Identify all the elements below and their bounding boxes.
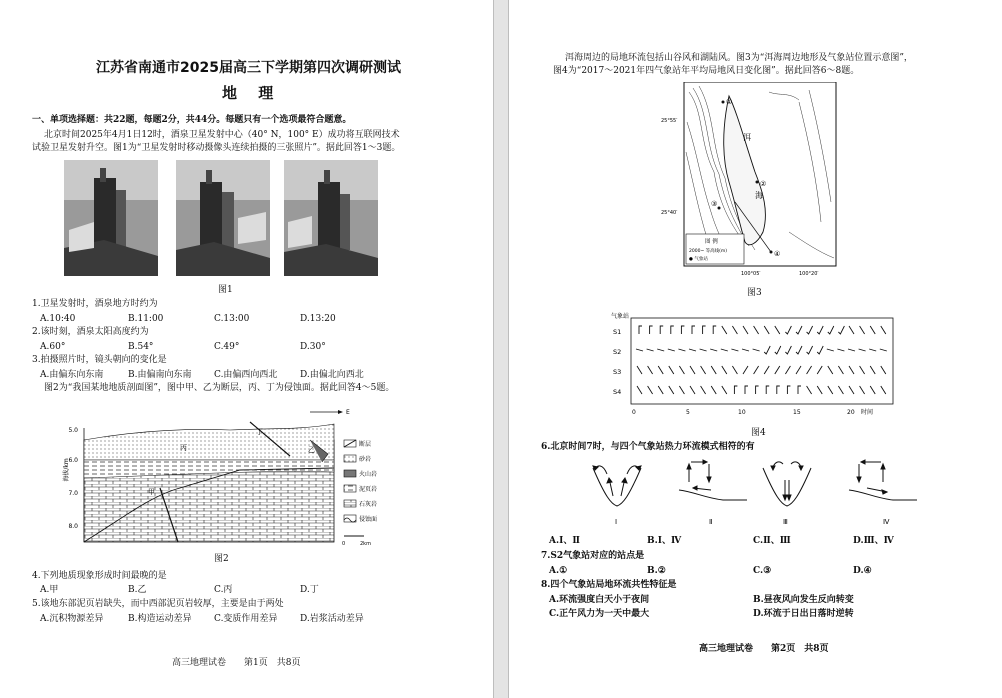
q8-option-b[interactable]: B.昼夜风向发生反向转变 — [753, 595, 854, 605]
intro-q4-5: 图2为“我国某地地质剖面图”，图中甲、乙为断层，丙、丁为侵蚀面。据此回答4～5题。 — [44, 383, 395, 393]
q6-option-d[interactable]: D.Ⅲ、Ⅳ — [853, 536, 894, 546]
q8-option-a[interactable]: A.环流强度白天小于夜间 — [549, 595, 650, 605]
q3-option-b[interactable]: B.由偏南向东南 — [128, 370, 192, 380]
legend-erosion: 侵蚀面 — [359, 516, 378, 523]
subject-heading: 地 理 — [222, 84, 282, 102]
x-tick-15: 15 — [793, 409, 801, 416]
q5-option-a[interactable]: A.沉积物源差异 — [40, 614, 104, 624]
q1-option-c[interactable]: C.13:00 — [214, 314, 250, 324]
fig2-legend — [344, 440, 377, 523]
exam-title: 江苏省南通市2025届高三下学期第四次调研测试 — [96, 60, 401, 76]
wind-diurnal-chart — [609, 312, 919, 424]
q7-option-a[interactable]: A.① — [549, 566, 568, 576]
q4-option-a[interactable]: A.甲 — [40, 585, 59, 595]
legend-sandstone: 砂岩 — [359, 456, 372, 463]
diagram-label-iv: Ⅳ — [883, 518, 890, 526]
altitude-axis-label: 海拔/km — [63, 458, 70, 482]
row-label-s1: S1 — [613, 328, 622, 336]
intro-q6-8-line-2: 图4为“2017～2021年四气象站年平均局地风日变化图”。据此回答6～8题。 — [553, 66, 860, 76]
lake-label-hai: 海 — [755, 191, 763, 200]
label-bing: 丙 — [180, 444, 187, 452]
question-4-stem: 4.下列地质现象形成时间最晚的是 — [32, 571, 167, 581]
x-tick-10: 10 — [738, 409, 746, 416]
q6-option-b[interactable]: B.Ⅰ、Ⅳ — [647, 536, 682, 546]
launch-photo-3 — [284, 160, 378, 276]
question-3-stem: 3.拍摄照片时，镜头朝向的变化是 — [32, 355, 167, 365]
diagram-iv — [849, 460, 917, 500]
q2-option-d[interactable]: D.30° — [300, 342, 326, 352]
east-label: E — [346, 409, 350, 416]
lat-25-55: 25°55′ — [661, 118, 678, 124]
map-legend-contour: 2000~ 等高线(m) — [689, 249, 728, 254]
diagram-label-i: Ⅰ — [615, 518, 618, 526]
fig4-y-title: 气象站 — [611, 313, 630, 320]
q4-option-d[interactable]: D.丁 — [300, 585, 319, 595]
question-7-stem: 7.S2气象站对应的站点是 — [541, 551, 645, 561]
q1-option-a[interactable]: A.10:40 — [40, 314, 76, 324]
station-1: ① — [726, 98, 733, 106]
page-1-footer: 高三地理试卷 第1页 共8页 — [172, 658, 301, 668]
question-1-stem: 1.卫星发射时，酒泉地方时约为 — [32, 299, 158, 309]
page-2-footer: 高三地理试卷 第2页 共8页 — [699, 644, 829, 654]
legend-fault: 断层 — [359, 441, 372, 448]
intro-line-2: 试验卫星发射升空。图1为“卫星发射时移动摄像头连续拍摄的三张照片”。据此回答1～3题。 — [32, 143, 401, 153]
launch-photo-2 — [176, 160, 270, 276]
q5-option-d[interactable]: D.岩浆活动差异 — [300, 614, 364, 624]
map-legend-title: 图 例 — [705, 239, 718, 245]
launch-photo-1 — [64, 160, 158, 276]
intro-q6-8-line-1: 洱海周边的局地环流包括山谷风和湖陆风。图3为“洱海周边地形及气象站位置示意图”， — [565, 53, 913, 63]
q3-option-c[interactable]: C.由偏西向西北 — [214, 370, 278, 380]
row-label-s3: S3 — [613, 368, 622, 376]
intro-line-1: 北京时间2025年4月1日12时，酒泉卫星发射中心（40° N，100° E）成功将互联网技术 — [44, 130, 400, 140]
legend-limestone: 石灰岩 — [359, 501, 378, 508]
diagram-iii — [763, 462, 811, 506]
erhai-map — [659, 82, 841, 286]
question-8-stem: 8.四个气象站局地环流共性特征是 — [541, 580, 677, 590]
x-tick-20: 20 — [847, 409, 855, 416]
q3-option-a[interactable]: A.由偏东向东南 — [40, 370, 104, 380]
lon-100-05: 100°05′ — [741, 271, 761, 277]
tick-7.0: 7.0 — [68, 490, 78, 497]
station-4: ④ — [774, 250, 781, 258]
legend-volcanic: 火山岩 — [359, 471, 378, 478]
section-header: 一、单项选择题：共22题，每题2分，共44分。每题只有一个选项最符合题意。 — [32, 115, 352, 125]
station-3: ③ — [711, 200, 718, 208]
diagram-label-ii: Ⅱ — [709, 518, 713, 526]
q4-option-c[interactable]: C.丙 — [214, 585, 233, 595]
diagram-i — [593, 466, 641, 506]
q6-option-a[interactable]: A.Ⅰ、Ⅱ — [549, 536, 580, 546]
exam-page-1 — [0, 0, 493, 698]
q2-option-c[interactable]: C.49° — [214, 342, 240, 352]
q2-option-b[interactable]: B.54° — [128, 342, 154, 352]
figure-3-caption: 图3 — [747, 288, 762, 298]
label-jia: 甲 — [148, 488, 155, 496]
x-tick-0: 0 — [632, 409, 636, 416]
tick-8.0: 8.0 — [68, 523, 78, 530]
question-2-stem: 2.该时刻，酒泉太阳高度约为 — [32, 327, 149, 337]
q1-option-b[interactable]: B.11:00 — [128, 314, 164, 324]
figure-2-caption: 图2 — [214, 554, 229, 564]
question-5-stem: 5.该地东部泥页岩缺失，而中西部泥页岩较厚，主要是由于两处 — [32, 599, 284, 609]
q7-option-c[interactable]: C.③ — [753, 566, 772, 576]
question-6-stem: 6.北京时间7时，与四个气象站热力环流模式相符的有 — [541, 442, 755, 452]
station-2: ② — [760, 180, 767, 188]
q8-option-c[interactable]: C.正午风力为一天中最大 — [549, 609, 650, 619]
q2-option-a[interactable]: A.60° — [40, 342, 66, 352]
diagram-label-iii: Ⅲ — [783, 518, 788, 526]
x-tick-5: 5 — [686, 409, 690, 416]
lon-100-20: 100°20′ — [799, 271, 819, 277]
q5-option-b[interactable]: B.构造运动差异 — [128, 614, 192, 624]
tick-6.0: 6.0 — [68, 457, 78, 464]
label-yi: 乙 — [308, 446, 315, 454]
q1-option-d[interactable]: D.13:20 — [300, 314, 336, 324]
circulation-diagrams — [587, 456, 927, 530]
geologic-section-diagram — [60, 400, 400, 548]
q4-option-b[interactable]: B.乙 — [128, 585, 147, 595]
tick-5.0: 5.0 — [68, 427, 78, 434]
map-legend-station: ● 气象站 — [689, 257, 708, 262]
q8-option-d[interactable]: D.环流于日出日落时逆转 — [753, 609, 854, 619]
row-label-s4: S4 — [613, 388, 622, 396]
figure-4-caption: 图4 — [751, 428, 766, 438]
row-label-s2: S2 — [613, 348, 622, 356]
q7-option-b[interactable]: B.② — [647, 566, 666, 576]
figure-1-caption: 图1 — [218, 285, 233, 295]
scale-zero: 0 — [342, 541, 346, 547]
page-gutter — [493, 0, 509, 698]
x-unit-label: 时间 — [861, 409, 874, 416]
q7-option-d[interactable]: D.④ — [853, 566, 872, 576]
scale-2km: 2km — [360, 541, 371, 547]
lake-label-er: 洱 — [743, 133, 751, 142]
q6-option-c[interactable]: C.Ⅱ、Ⅲ — [753, 536, 791, 546]
q5-option-c[interactable]: C.变质作用差异 — [214, 614, 278, 624]
label-ding: 丁 — [256, 428, 263, 436]
exam-page-2 — [509, 0, 1002, 698]
diagram-ii — [679, 460, 747, 500]
lat-25-40: 25°40′ — [661, 210, 678, 216]
legend-shale: 泥页岩 — [359, 486, 378, 493]
q3-option-d[interactable]: D.由偏北向西北 — [300, 370, 364, 380]
